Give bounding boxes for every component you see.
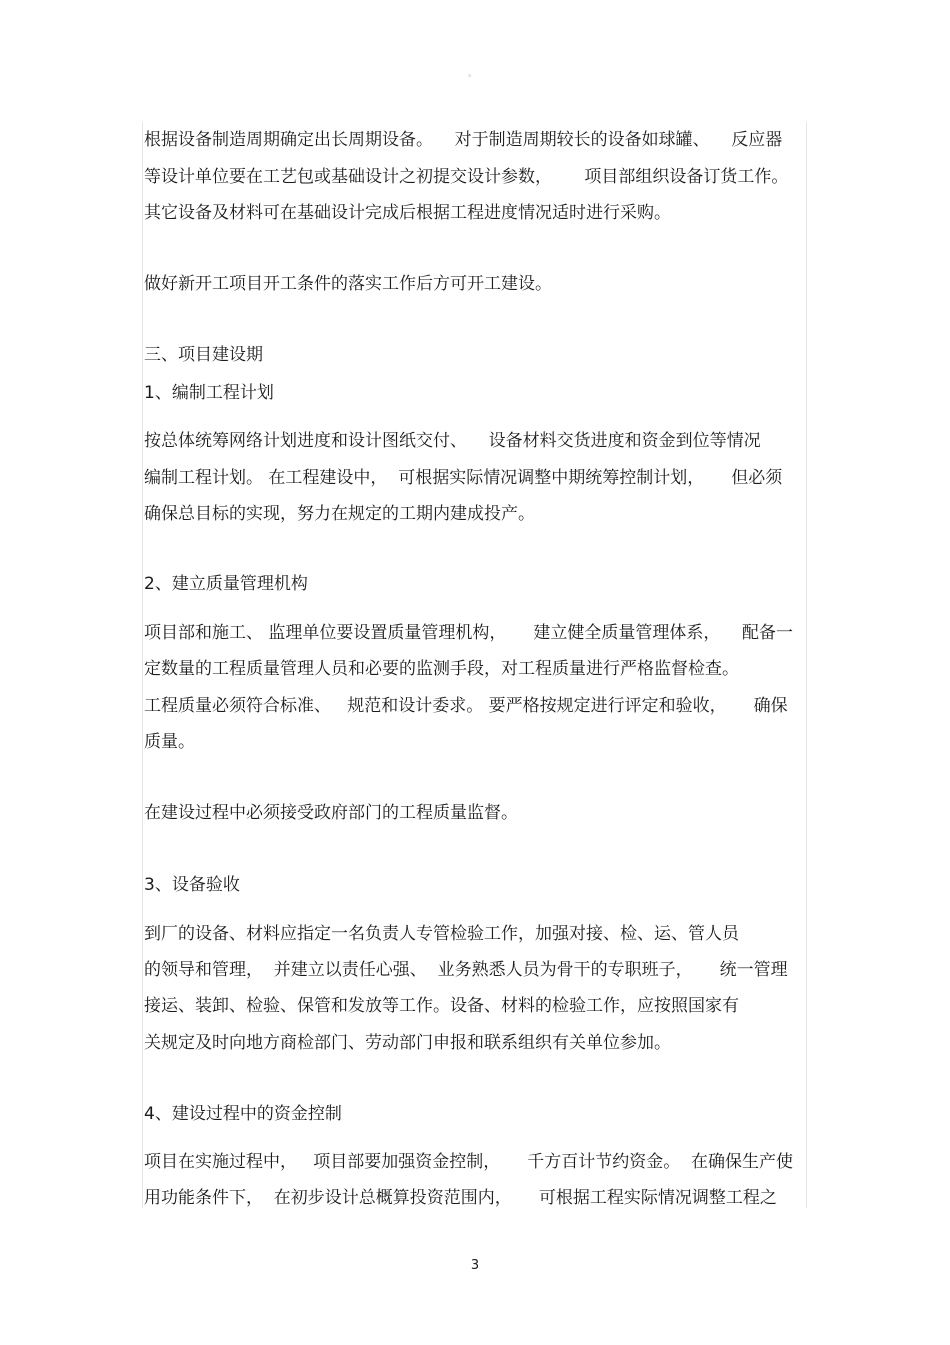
text-line: 项目在实施过程中， 项目部要加强资金控制， 千方百计节约资金。 在确保生产使 (144, 1152, 794, 1172)
text-line: 到厂的设备、材料应指定一名负责人专管检验工作，加强对接、检、运、管人员 (144, 924, 739, 944)
text-line: 接运、装卸、检验、保管和发放等工作。设备、材料的检验工作，应按照国家有 (144, 996, 739, 1016)
page-number: 3 (470, 1258, 480, 1273)
subheading: 4、建设过程中的资金控制 (144, 1104, 342, 1124)
text-line: 按总体统筹网络计划进度和设计图纸交付、 设备材料交货进度和资金到位等情况 (144, 431, 761, 451)
text-line: 等设计单位要在工艺包或基础设计之初提交设计参数， 项目部组织设备订货工作。 (144, 167, 789, 187)
section-heading: 三、项目建设期 (144, 345, 263, 365)
text-line: 做好新开工项目开工条件的落实工作后方可开工建设。 (144, 274, 552, 294)
header-mark: 。 (468, 69, 478, 79)
text-line: 项目部和施工、 监理单位要设置质量管理机构， 建立健全质量管理体系， 配备一 (144, 623, 794, 643)
text-line: 用功能条件下， 在初步设计总概算投资范围内， 可根据工程实际情况调整工程之 (144, 1188, 777, 1208)
subheading: 3、设备验收 (144, 875, 240, 895)
text-line: 关规定及时向地方商检部门、劳动部门申报和联系组织有关单位参加。 (144, 1033, 671, 1053)
text-line: 定数量的工程质量管理人员和必要的监测手段，对工程质量进行严格监督检查。 (144, 659, 739, 679)
page-frame-left-line (142, 122, 143, 1208)
page-frame-right-line (806, 122, 807, 1208)
text-line: 工程质量必须符合标准、 规范和设计委求。 要严格按规定进行评定和验收， 确保 (144, 696, 788, 716)
text-line: 确保总目标的实现，努力在规定的工期内建成投产。 (144, 504, 535, 524)
text-line: 编制工程计划。 在工程建设中， 可根据实际情况调整中期统筹控制计划， 但必须 (144, 468, 783, 488)
text-line: 的领导和管理， 并建立以责任心强、 业务熟悉人员为骨干的专职班子， 统一管理 (144, 960, 788, 980)
text-line: 其它设备及材料可在基础设计完成后根据工程进度情况适时进行采购。 (144, 203, 671, 223)
text-line: 根据设备制造周期确定出长周期设备。 对于制造周期较长的设备如球罐、 反应器 (144, 130, 783, 150)
text-line: 质量。 (144, 732, 195, 752)
subheading: 1、编制工程计划 (144, 383, 274, 403)
text-line: 在建设过程中必须接受政府部门的工程质量监督。 (144, 803, 518, 823)
subheading: 2、建立质量管理机构 (144, 574, 308, 594)
